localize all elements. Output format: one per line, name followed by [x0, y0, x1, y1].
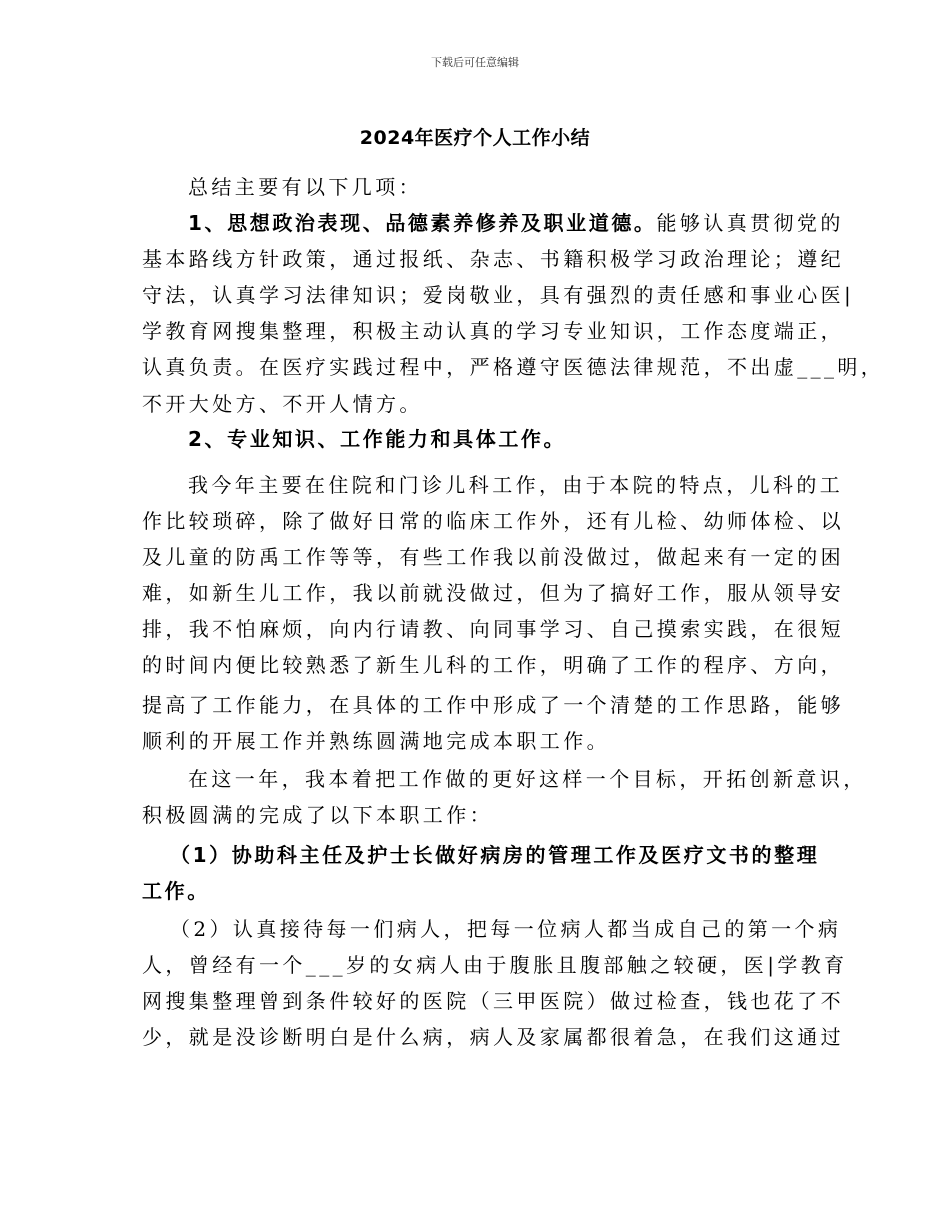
paragraph-line: 人，曾经有一个___岁的女病人由于腹胀且腹部触之较硬，医|学教育 — [142, 953, 848, 977]
section-heading: 1、思想政治表现、品德素养修养及职业道德。 — [188, 211, 657, 235]
paragraph-line: 积极圆满的完成了以下本职工作： — [142, 803, 493, 827]
paragraph-line: 作比较琐碎，除了做好日常的临床工作外，还有儿检、幼师体检、以 — [142, 509, 844, 533]
paragraph-line: 基本路线方针政策，通过报纸、杂志、书籍积极学习政治理论；遵纪 — [142, 247, 844, 271]
header-note: 下载后可任意编辑 — [431, 56, 519, 69]
paragraph-line: 总结主要有以下几项： — [188, 175, 422, 199]
paragraph-line: 排，我不怕麻烦，向内行请教、向同事学习、自己摸索实践，在很短 — [142, 617, 844, 641]
paragraph-line: 顺利的开展工作并熟练圆满地完成本职工作。 — [142, 729, 610, 753]
paragraph-line: 的时间内便比较熟悉了新生儿科的工作，明确了工作的程序、方向， — [142, 653, 844, 677]
paragraph-line: 少，就是没诊断明白是什么病，病人及家属都很着急，在我们这通过 — [142, 1025, 844, 1049]
paragraph-line — [188, 205, 844, 241]
document-title: 2024年医疗个人工作小结 — [359, 127, 591, 149]
paragraph-text: 能够认真贯彻党的 — [656, 211, 844, 235]
paragraph-line: 守法，认真学习法律知识；爱岗敬业，具有强烈的责任感和事业心医| — [142, 283, 855, 307]
numbered-item-heading: （1）协助科主任及护士长做好病房的管理工作及医疗文书的整理 — [170, 843, 820, 867]
paragraph-line: 我今年主要在住院和门诊儿科工作，由于本院的特点，儿科的工 — [188, 473, 844, 497]
paragraph-line: 不开大处方、不开人情方。 — [142, 392, 423, 416]
paragraph-line: 在这一年，我本着把工作做的更好这样一个目标，开拓创新意识， — [188, 767, 867, 791]
paragraph-line: 学教育网搜集整理，积极主动认真的学习专业知识，工作态度端正， — [142, 319, 844, 343]
paragraph-line: 网搜集整理曾到条件较好的医院（三甲医院）做过检查，钱也花了不 — [142, 989, 844, 1013]
paragraph-line: （2）认真接待每一们病人，把每一位病人都当成自己的第一个病 — [170, 917, 842, 941]
paragraph-line: 提高了工作能力，在具体的工作中形成了一个清楚的工作思路，能够 — [142, 693, 844, 717]
paragraph-line: 及儿童的防禹工作等等，有些工作我以前没做过，做起来有一定的困 — [142, 545, 844, 569]
paragraph-line: 认真负责。在医疗实践过程中，严格遵守医德法律规范，不出虚___明， — [142, 355, 885, 379]
section-heading: 2、专业知识、工作能力和具体工作。 — [188, 427, 567, 451]
paragraph-line: 难，如新生儿工作，我以前就没做过，但为了搞好工作，服从领导安 — [142, 581, 844, 605]
numbered-item-heading: 工作。 — [142, 879, 210, 903]
